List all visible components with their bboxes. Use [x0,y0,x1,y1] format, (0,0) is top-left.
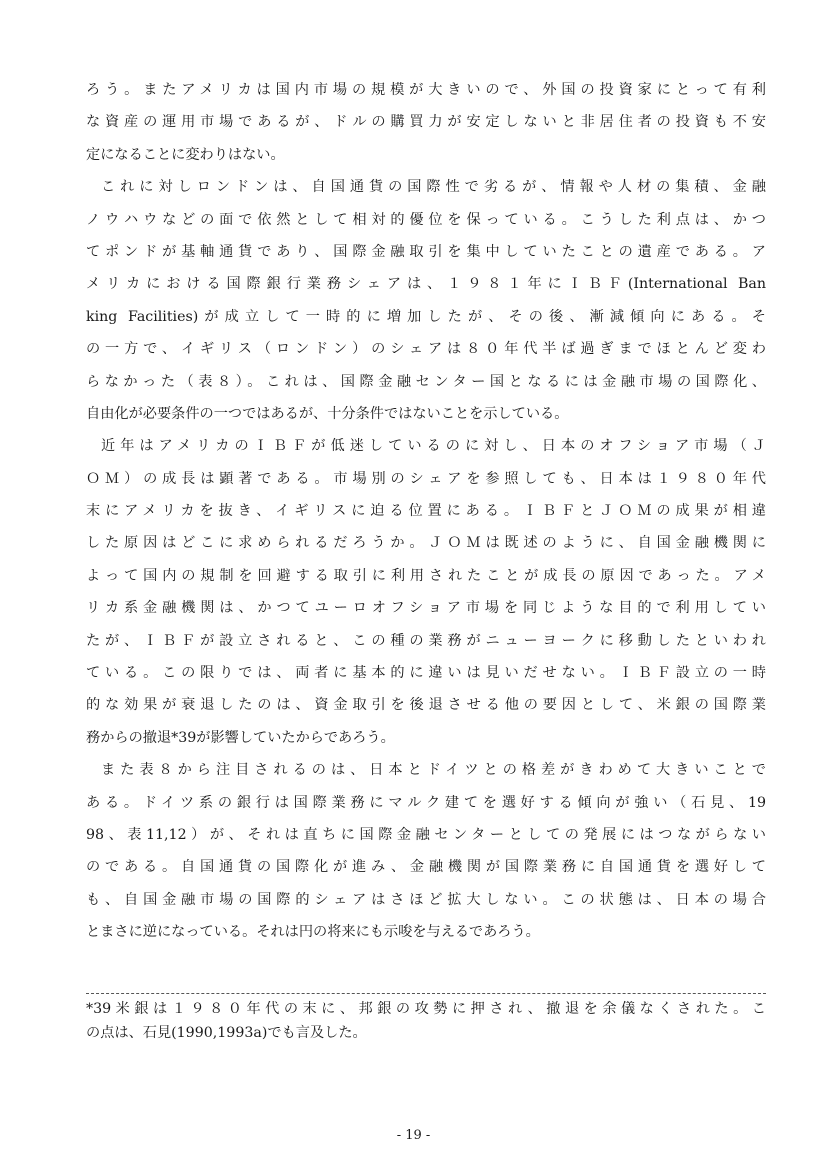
text-line: また表８から注目されるのは、日本とドイツとの格差がきわめて大きいことで [101,762,766,779]
paragraph-4 [86,754,766,948]
footnote-separator [86,993,766,994]
text-line: ノウハウなどの面で依然として相対的優位を保っている。こうした利点は、かつ [86,211,766,228]
paragraph-1 [86,74,766,171]
text-line: 定になることに変わりはない。 [86,146,285,163]
text-line: 98、表11,12）が、それは直ちに国際金融センターとしての発展にはつながらない [86,826,766,843]
paragraph-3 [86,430,766,754]
text-line: ＯＭ）の成長は顕著である。市場別のシェアを参照しても、日本は１９８０年代 [86,470,766,487]
text-line: ある。ドイツ系の銀行は国際業務にマルク建てを選好する傾向が強い（石見、19 [86,794,766,811]
text-line: した原因はどこに求められるだろうか。ＪＯＭは既述のように、自国金融機関に [86,535,766,552]
text-line: 的な効果が衰退したのは、資金取引を後退させる他の要因として、米銀の国際業 [86,697,766,714]
text-line: らなかった（表８）。これは、国際金融センター国となるには金融市場の国際化、 [86,373,766,390]
text-line: の一方で、イギリス（ロンドン）のシェアは８０年代半ば過ぎまでほとんど変わ [86,341,766,358]
paragraph-2 [86,171,766,430]
page-number: - 19 - [396,1128,431,1143]
footnote-line: の点は、石見(1990,1993a)でも言及した。 [86,1025,367,1041]
text-line: たが、ＩＢＦが設立されると、この種の業務がニューヨークに移動したといわれ [86,632,766,649]
footnote [86,997,766,1045]
text-line: ている。この限りでは、両者に基本的に違いは見いだせない。ＩＢＦ設立の一時 [86,665,766,682]
text-line: な資産の運用市場であるが、ドルの購買力が安定しないと非居住者の投資も不安 [86,114,766,131]
text-line: てポンドが基軸通貨であり、国際金融取引を集中していたことの遺産である。ア [86,243,766,260]
body-text [86,74,766,949]
text-line: のである。自国通貨の国際化が進み、金融機関が国際業務に自国通貨を選好して [86,859,766,876]
text-line: king Facilities)が成立して一時的に増加したが、その後、漸減傾向にある。そ [86,308,766,325]
text-line: 近年はアメリカのＩＢＦが低迷しているのに対し、日本のオフショア市場（Ｊ [101,438,766,455]
text-line: 末にアメリカを抜き、イギリスに迫る位置にある。ＩＢＦとＪＯＭの成果が相違 [86,503,766,520]
text-line: メリカにおける国際銀行業務シェアは、１９８１年にＩＢＦ(International Ban [86,276,766,293]
text-line: 務からの撤退*39が影響していたからであろう。 [86,729,395,746]
text-line: とまさに逆になっている。それは円の将来にも示唆を与えるであろう。 [86,924,540,941]
footnote-line: *39米銀は１９８０年代の末に、邦銀の攻勢に押され、撤退を余儀なくされた。こ [86,1001,766,1017]
text-line: リカ系金融機関は、かつてユーロオフショア市場を同じような目的で利用してい [86,600,766,617]
text-line: これに対しロンドンは、自国通貨の国際性で劣るが、情報や人材の集積、金融 [101,179,766,196]
text-line: よって国内の規制を回避する取引に利用されたことが成長の原因であった。アメ [86,567,766,584]
text-line: ろう。またアメリカは国内市場の規模が大きいので、外国の投資家にとって有利 [86,82,766,98]
text-line: も、自国金融市場の国際的シェアはさほど拡大しない。この状態は、日本の場合 [86,891,766,908]
text-line: 自由化が必要条件の一つではあるが、十分条件ではないことを示している。 [86,405,569,422]
